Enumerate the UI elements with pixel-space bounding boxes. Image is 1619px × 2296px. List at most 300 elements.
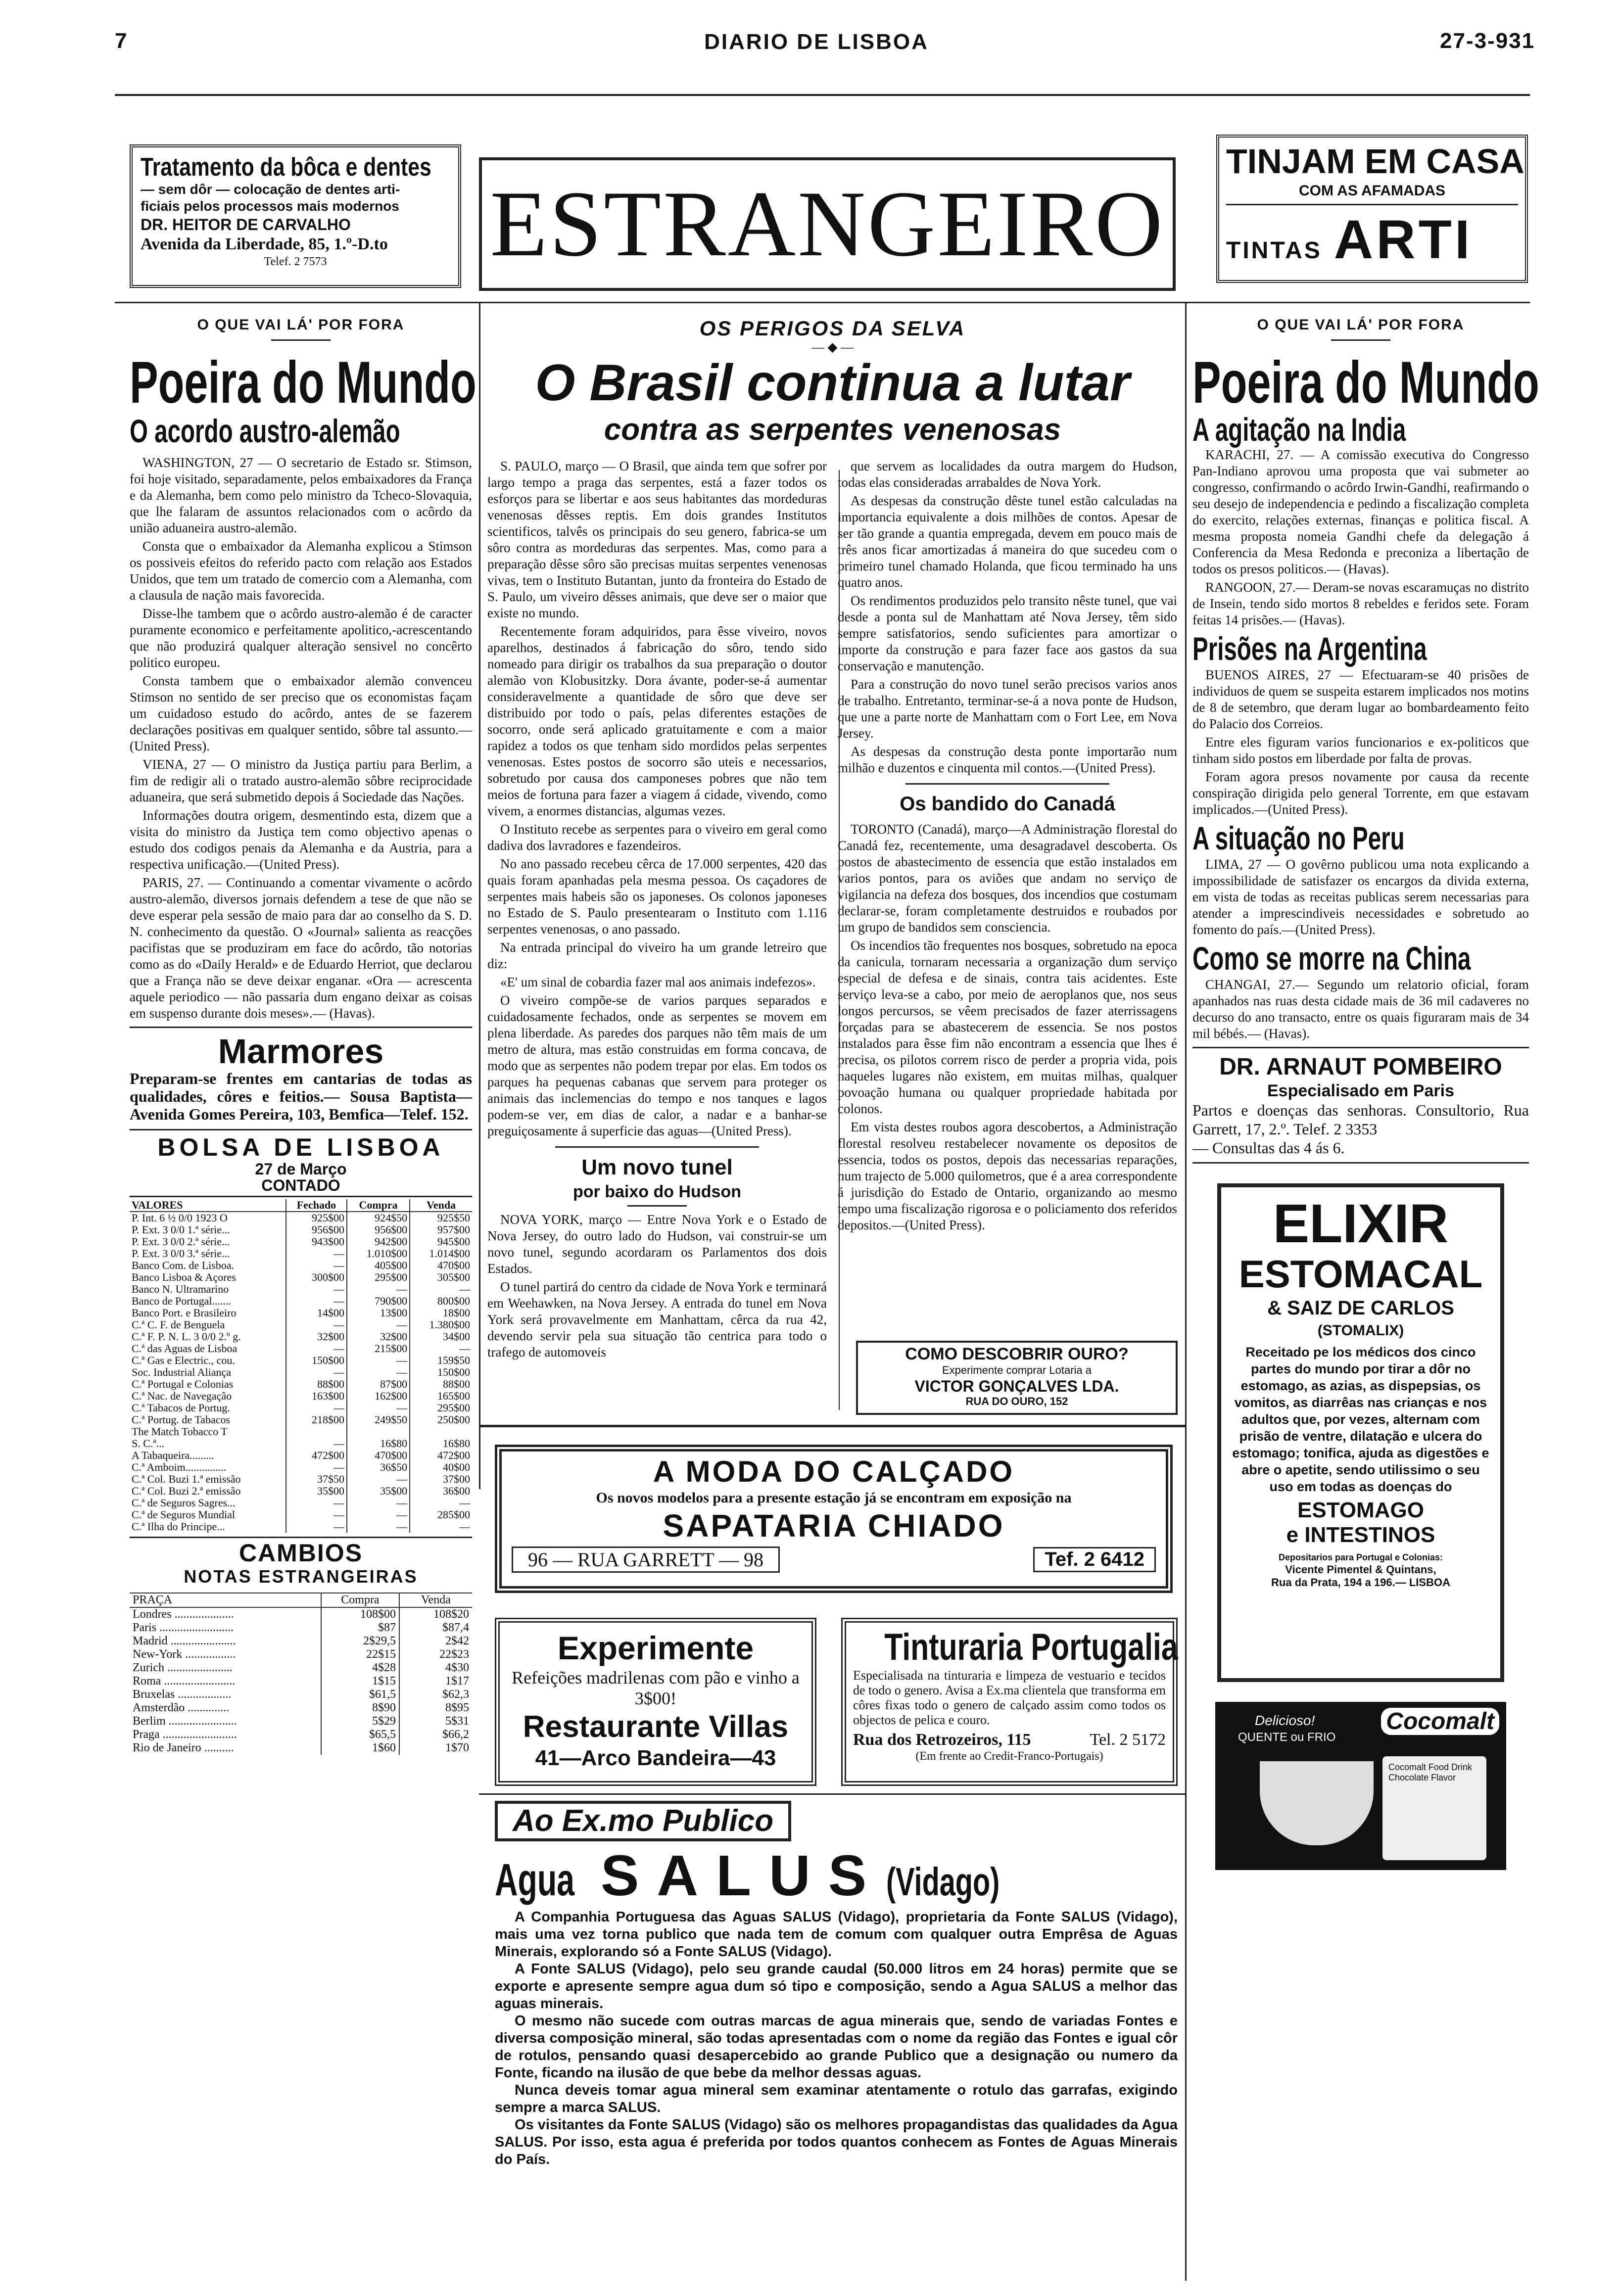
ouro-line3: VICTOR GONÇALVES LDA. bbox=[914, 1377, 1119, 1395]
article-paragraph: PARIS, 27. — Continuando a comentar vivamente o acôrdo austro-alemão, diversos jornais defendem a tese de que não se deve esperar pela sessão de maio para dar ao conselho da S. D. N. conhecimento da questão. O «Journal» salienta as reacções pacifistas que se produziram em face do acôrdo, tão notorias como as do «Daily Herald» e de Eduardo Herriot, que declarou que a França não se deve deixar enganar. «Ora — acrescenta aquele periodico — não passaria dum engano deixar as coisas em suspenso durante dois meses».— (Havas). bbox=[130, 875, 472, 1021]
column-header: Compra bbox=[321, 1593, 399, 1607]
table-cell: 14$00 bbox=[286, 1307, 347, 1319]
right-headline: Poeira do Mundo bbox=[1192, 349, 1539, 416]
table-row bbox=[130, 1450, 472, 1461]
cambios-title: CAMBIOS bbox=[238, 1539, 363, 1567]
elixir-line3: & SAIZ DE CARLOS bbox=[1267, 1297, 1454, 1319]
elixir-line1: ELIXIR bbox=[1273, 1193, 1449, 1254]
table-cell: — bbox=[286, 1319, 347, 1331]
table-row bbox=[130, 1497, 472, 1509]
table-cell: Banco N. Ultramarino bbox=[132, 1283, 229, 1295]
table-cell: C.ª Ilha do Principe... bbox=[132, 1520, 225, 1533]
table-cell: 250$00 bbox=[410, 1414, 472, 1426]
article-paragraph: NOVA YORK, março — Entre Nova York e o Estado de Nova Jersey, do outro lado do Hudson, vai construir-se um novo tunel, segundo acordaram os Parlamentos dos dois Estados. bbox=[487, 1212, 827, 1276]
table-cell: 8$90 bbox=[321, 1701, 399, 1715]
table-cell: C.ª das Aguas de Lisboa bbox=[132, 1342, 238, 1355]
table-row bbox=[130, 1426, 472, 1438]
table-cell: 470$00 bbox=[410, 1260, 472, 1271]
page-number: 7 bbox=[115, 29, 127, 53]
table-cell: — bbox=[286, 1497, 347, 1509]
table-row bbox=[130, 1621, 472, 1635]
ad-tintas-line3a: TINTAS bbox=[1226, 237, 1322, 264]
table-cell: 285$00 bbox=[410, 1509, 472, 1521]
table-cell: S. C.ª... bbox=[132, 1437, 164, 1450]
table-cell: 35$00 bbox=[286, 1485, 347, 1497]
elixir-line5: ESTOMAGO bbox=[1297, 1498, 1424, 1522]
salus-vidago: (Vidago) bbox=[886, 1860, 1000, 1904]
table-cell: C.ª Nac. de Navegação bbox=[132, 1390, 232, 1402]
villas-line2: Refeições madrilenas com pão e vinho a 3$00! bbox=[512, 1668, 800, 1708]
table-cell: 165$00 bbox=[410, 1390, 472, 1402]
tunel-title: Um novo tunel bbox=[581, 1155, 733, 1179]
table-cell: 16$80 bbox=[410, 1438, 472, 1450]
argentina-title: Prisões na Argentina bbox=[1192, 630, 1427, 667]
table-cell: 956$00 bbox=[347, 1224, 410, 1236]
table-row bbox=[130, 1414, 472, 1426]
table-cell: 472$00 bbox=[410, 1450, 472, 1461]
table-cell: C.ª Col. Buzi 1.ª emissão bbox=[132, 1473, 241, 1485]
table-cell: Banco Com. de Lisboa. bbox=[132, 1259, 235, 1271]
table-cell: 18$00 bbox=[410, 1307, 472, 1319]
table-cell: 1$15 bbox=[321, 1675, 399, 1688]
cocomalt-can-icon bbox=[1382, 1756, 1486, 1860]
section-title-box bbox=[479, 157, 1176, 291]
table-cell: A Tabaqueira......... bbox=[132, 1449, 214, 1461]
table-cell: — bbox=[347, 1509, 410, 1521]
table-cell: 22$23 bbox=[399, 1648, 472, 1661]
ad-ouro bbox=[856, 1341, 1178, 1415]
table-cell: — bbox=[410, 1521, 472, 1533]
elixir-foot3: Rua da Prata, 194 a 196.— LISBOA bbox=[1271, 1576, 1450, 1589]
ad-salus bbox=[495, 1801, 1178, 2168]
column-header: VALORES bbox=[130, 1199, 286, 1212]
cambios-table bbox=[130, 1593, 472, 1755]
table-cell: Berlim ....................... bbox=[133, 1715, 237, 1728]
table-cell: — bbox=[286, 1248, 347, 1260]
table-row bbox=[130, 1521, 472, 1533]
table-cell: — bbox=[286, 1509, 347, 1521]
column-header: Compra bbox=[347, 1199, 410, 1212]
elixir-line6: e INTESTINOS bbox=[1286, 1523, 1435, 1547]
table-cell: $66,2 bbox=[399, 1728, 472, 1741]
table-cell: 472$00 bbox=[286, 1450, 347, 1461]
table-cell: 37$50 bbox=[286, 1473, 347, 1485]
article-paragraph: As despesas da construção dêste tunel estão calculadas na importancia equivalente a dois milhões de contos. Apesar de ser tão grande a quantia empregada, devem em pouco mais de três anos ficar amortizadas á maneira do que sucedeu com o primeiro tunel chamado Holanda, que ficou terminado ha uns quatro anos. bbox=[838, 493, 1177, 590]
table-row bbox=[130, 1648, 472, 1661]
table-cell: — bbox=[286, 1343, 347, 1355]
table-cell: 150$00 bbox=[410, 1366, 472, 1378]
india-article bbox=[1192, 447, 1529, 628]
table-cell: Londres .................... bbox=[133, 1608, 234, 1621]
table-cell: 34$00 bbox=[410, 1331, 472, 1343]
article-paragraph: Na entrada principal do viveiro ha um grande letreiro que diz: bbox=[487, 940, 827, 971]
article-paragraph: Disse-lhe tambem que o acôrdo austro-alemão é de caracter puramente economico e perfeitamente apolitico,-acrescentando que não produzirá qualquer alteração sensivel no concêrto politico europeu. bbox=[130, 606, 472, 670]
table-cell: 1.380$00 bbox=[410, 1319, 472, 1331]
calcado-line2: Os novos modelos para a presente estação já se encontram em exposição na bbox=[596, 1490, 1072, 1506]
cocomalt-brand: Cocomalt bbox=[1381, 1708, 1499, 1735]
pombeiro-name: DR. ARNAUT POMBEIRO bbox=[1219, 1054, 1502, 1080]
table-header-row bbox=[130, 1593, 472, 1607]
table-cell: 790$00 bbox=[347, 1295, 410, 1307]
marmores-title: Marmores bbox=[218, 1032, 384, 1071]
bolsa-title: BOLSA DE LISBOA bbox=[157, 1133, 444, 1161]
article-paragraph: S. PAULO, março — O Brasil, que ainda tem que sofrer por largo tempo a praga das serpentes, está a fazer todos os esforços para se libertar e aos seus habitantes das mordeduras venenosas dêsses reptis. Em dois grandes Institutos scientificos, talvês os principais do seu genero, fabrica-se um sôro contra as mordeduras das serpentes. Mas, como para a preparação dêsse sôro são precisas muitas serpentes venenosas vivas, tem o Instituto Butantan, junto da fronteira do Estado de S. Paulo, um viveiro dêsses animais, que deve ser o maior que existe no mundo. bbox=[487, 459, 827, 620]
table-cell: 35$00 bbox=[347, 1485, 410, 1497]
table-cell: P. Int. 6 ½ 0/0 1923 O bbox=[132, 1212, 228, 1224]
salus-line1: Ao Ex.mo Publico bbox=[495, 1801, 791, 1841]
center-article: OS PERIGOS DA SELVA — ◆ — O Brasil continua a lutar contra as serpentes venenosas S. PAULO, março — O Brasil, que ainda tem que sofrer por largo tempo a praga das serpentes, está a fazer todos os esforços para se libertar e aos seus habitantes das mordeduras venenosas dêsses reptis. Em dois grandes Institutos scientificos, talvês os principais do seu genero, fabrica-se um sôro contra as mordeduras das serpentes. Mas, como para a preparação dêsse sôro são precisas muitas serpentes venenosas vivas, tem o Instituto Butantan, junto da fronteira do Estado de S. Paulo, um viveiro dêsses animais, que deve ser o maior que existe no mundo. Recentemente foram adquiridos, para êsse viveiro, novos aparelhos, destinados á fabricação do sôro, tendo sido nomeado para dirigir os trabalhos da sua preparação o doutor alemão von Klobusitzky. Dora ávante, poder-se-á aumentar consideravelmente a quantidade de sôro que deve ser distribuido por todo o país, pelas diferentes estações de socorro, onde será aplicado gratuitamente e com a maior rapidez a todos os que tenham sido mordidos pelas serpentes venenosas. Estes postos de socorro são uteis e necessarios, sobretudo por causa dos camponeses pobres que não tem meios de fortuna para fazer a viagem á cidade, vivendo, como vivem, a enormes distancias, algumas vezes. O Instituto recebe as serpentes para o viveiro em geral como dadiva dos lavradores e fazendeiros. No ano passado recebeu cêrca de 17.000 serpentes, 420 das quais foram apanhadas pela mesma pessoa. Os caçadores de serpentes mais habeis são os japoneses. Os colonos japoneses no Estado de S. Paulo presentearam o Instituto com 1.116 serpentes venenosas, o ano passado. Na entrada principal do viveiro ha um grande letreiro que diz: «E' um sinal de cobardia fazer mal aos animais indefezos». O viveiro compõe-se de varios parques separados e cuidadosamente fechados, onde as serpentes se movem em plena liberdade. As paredes dos parques não têm mais de um metro de altura, mas estão construidas em forma concava, de modo que as serpentes não podem trepar por elas. Em todos os parques ha pequenas cabanas que servem para proteger os animais das inclemencias do tempo e nos tanques e lagos podem-se ver, em dias de calor, a nadar e a banhar-se preguiçosamente á superficie das aguas—(United Press). Um novo tunel por baixo do Hudson NOVA YORK, março — Entre Nova York e o Estado de Nova Jersey, do outro lado do Hudson, vai construir-se um novo tunel, segundo acordaram os Parlamentos dos dois Estados. O tunel partirá do centro da cidade de Nova York e terminará em Weehawken, na Nova Jersey. A entrada do tunel em Nova York será provavelmente em Manhattam, cêrca da rua 42, devendo servir pela sua situação tão centrica para todo o trafego de automoveis que servem as localidades da outra margem do Hudson, todas elas consideradas arrabaldes de Nova York. As despesas da construção dêste tunel estão calculadas na importancia equivalente a dois milhões de contos. Apesar de ser tão grande a quantia empregada, devem em pouco mais de três anos ficar amortizadas á maneira do que sucedeu com o primeiro tunel chamado Holanda, que ficou terminado ha uns quatro anos. Os rendimentos produzidos pelo transito nêste tunel, que vai desde a ponta sul de Manhattam até Nova Jersey, têm sido sempre satisfatorios, sendo suficientes para amortizar o importe da construção e para fazer face aos gastos da sua conservação e manutenção. Para a construção do novo tunel serão precisos varios anos de trabalho. Entretanto, terminar-se-á a nova ponte de Hudson, que une a parte norte de Manhattam com o Fort Lee, em Nova Jersey. As despesas da construção desta ponte importarão num milhão e duzentos e cinquenta mil contos.—(United Press). Os bandido do Canadá TORONTO (Canadá), março—A Administração florestal do Canadá fez, recentemente, uma desagradavel descoberta. Os postos de abastecimento de essencia que estão instalados em varios pontos, para os aviões que andam no serviço de vigilancia na defeza dos bosques, dos incendios que costumam declarar-se, foram completamente destruidos e roubados por um grupo de bandidos sem consciencia. Os incendios tão frequentes nos bosques, sobretudo na epoca da canicula, tornaram necessaria a organização dum serviço especial de defesa e de sinais, contra tais acidentes. Este serviço leva-se a cabo, por meio de aeroplanos que, nos seus longos percursos, se vêem precisados de fazer aterrissagens forçadas para se abastecerem de essencia. Se nos postos instalados para êsse fim não encontram a essencia que lhes é precisa, os pilotos correm risco de perder a propria vida, pois naqueles lugares não existem, em muitas milhas, qualquer povoação humana ou qualquer propriedade habitada por colonos. Em vista destes roubos agora descobertos, a Administração florestal resolveu restabelecer novamente os depositos de essencia, todos os postos, depois das necessarias reparações, num trajecto de 5.000 quilometros, que é a area correspondente á jurisdição do Estado de Ontario, organizando ao mesmo tempo uma fiscalização rigorosa e o policiamento dos referidos depositos.—(United Press). bbox=[487, 317, 1177, 1359]
table-cell: 1$60 bbox=[321, 1741, 399, 1755]
india-title: A agitação na India bbox=[1192, 411, 1406, 448]
table-row bbox=[130, 1343, 472, 1355]
table-cell: P. Ext. 3 0/0 2.ª série... bbox=[132, 1235, 230, 1248]
table-row bbox=[130, 1461, 472, 1473]
ouro-line1: COMO DESCOBRIR OURO? bbox=[905, 1345, 1129, 1363]
table-row bbox=[130, 1402, 472, 1414]
ad-elixir bbox=[1217, 1183, 1504, 1682]
table-cell: — bbox=[347, 1355, 410, 1366]
table-cell: 32$00 bbox=[347, 1331, 410, 1343]
ad-tintas bbox=[1216, 135, 1528, 283]
ad-dentist-line6: Telef. 2 7573 bbox=[264, 255, 327, 268]
ad-tintas-line1: TINJAM EM CASA bbox=[1226, 142, 1524, 181]
table-cell: 5$29 bbox=[321, 1715, 399, 1728]
table-cell: 32$00 bbox=[286, 1331, 347, 1343]
article-paragraph: As despesas da construção desta ponte importarão num milhão e duzentos e cinquenta mil contos.—(United Press). bbox=[838, 744, 1177, 775]
cocomalt-cup-icon bbox=[1260, 1761, 1374, 1845]
article-paragraph: CHANGAI, 27.— Segundo um relatorio oficial, foram apanhados nas ruas desta cidade mais de 36 mil cadaveres no decurso do ano transacto, entre os quais figuraram mais de 34 mil bébés.— (Havas). bbox=[1192, 977, 1529, 1041]
article-paragraph: TORONTO (Canadá), março—A Administração florestal do Canadá fez, recentemente, uma desagradavel descoberta. Os postos de abastecimento de essencia que estão instalados em varios pontos, para os aviões que andam no serviço de vigilancia na defeza dos bosques, dos incendios que costumam declarar-se, foram completamente destruidos e roubados por um grupo de bandidos sem consciencia. bbox=[838, 822, 1177, 935]
table-cell: — bbox=[286, 1283, 347, 1295]
table-cell: $62,3 bbox=[399, 1688, 472, 1701]
table-cell: 249$50 bbox=[347, 1414, 410, 1426]
table-cell: 295$00 bbox=[347, 1271, 410, 1283]
ad-dentist-line3: ficiais pelos processos mais modernos bbox=[141, 198, 399, 214]
table-cell: 150$00 bbox=[286, 1355, 347, 1366]
table-cell: 36$50 bbox=[347, 1461, 410, 1473]
cocomalt-tag1: Delicioso! bbox=[1255, 1713, 1315, 1728]
table-cell: 942$00 bbox=[347, 1236, 410, 1248]
center-subhead: contra as serpentes venenosas bbox=[604, 413, 1061, 447]
ad-tintas-line2: COM AS AFAMADAS bbox=[1298, 183, 1446, 199]
left-column bbox=[130, 317, 476, 1755]
table-cell: 305$00 bbox=[410, 1271, 472, 1283]
table-cell: $87 bbox=[321, 1621, 399, 1635]
cambios-subtitle: NOTAS ESTRANGEIRAS bbox=[184, 1566, 418, 1587]
article-paragraph: Os rendimentos produzidos pelo transito nêste tunel, que vai desde a ponta sul de Manhattam até Nova Jersey, têm sido sempre satisfatorios, sendo suficientes para amortizar o importe da construção e para fazer face aos gastos da sua conservação e manutenção. bbox=[838, 593, 1177, 673]
table-cell: 13$00 bbox=[347, 1307, 410, 1319]
pombeiro-line1: Especialisado em Paris bbox=[1267, 1081, 1454, 1100]
salus-brand: SALUS bbox=[601, 1843, 885, 1908]
table-cell: 163$00 bbox=[286, 1390, 347, 1402]
table-row bbox=[130, 1236, 472, 1248]
table-cell: — bbox=[347, 1402, 410, 1414]
table-cell: C.ª Amboim............... bbox=[132, 1461, 227, 1473]
calcado-line4: 96 — RUA GARRETT — 98 bbox=[512, 1546, 780, 1573]
table-cell: 108$20 bbox=[399, 1607, 472, 1621]
table-cell: Soc. Industrial Aliança bbox=[132, 1366, 232, 1378]
ad-tintas-line3b: ARTI bbox=[1333, 209, 1473, 270]
article-paragraph: Entre eles figuram varios funcionarios e ex-politicos que tinham sido postos em liberdade por falta de provas. bbox=[1192, 735, 1529, 766]
salus-paragraph: A Fonte SALUS (Vidago), pelo seu grande caudal (50.000 litros em 24 horas) permite que se exporte e apresente sempre agua dum só tipo e composição, sendo a Agua SALUS a melhor das aguas minerais. bbox=[495, 1961, 1178, 2012]
table-cell: Amsterdão .............. bbox=[133, 1701, 230, 1714]
table-cell: 300$00 bbox=[286, 1271, 347, 1283]
column-header: PRAÇA bbox=[130, 1593, 321, 1607]
table-cell bbox=[347, 1426, 410, 1438]
table-cell: Roma ........................ bbox=[133, 1675, 236, 1687]
article-paragraph: Recentemente foram adquiridos, para êsse viveiro, novos aparelhos, destinados á fabricação do sôro, tendo sido nomeado para dirigir os trabalhos da sua preparação o doutor alemão von Klobusitzky. Dora ávante, poder-se-á aumentar consideravelmente a quantidade de sôro que deve ser distribuido por todo o país, pelas diferentes estações de socorro, onde será aplicado gratuitamente e com a maior rapidez a todos os que tenham sido mordidos pelas serpentes venenosas. Estes postos de socorro são uteis e necessarios, sobretudo por causa dos camponeses pobres que não tem meios de fortuna para fazer a viagem á cidade, vivendo, como vivem, a enormes distancias, algumas vezes. bbox=[487, 624, 827, 818]
table-row bbox=[130, 1378, 472, 1390]
table-cell: 108$00 bbox=[321, 1607, 399, 1621]
table-cell: 4$30 bbox=[399, 1661, 472, 1675]
table-cell: C.ª F. P. N. L. 3 0/0 2.º g. bbox=[132, 1330, 241, 1343]
table-row bbox=[130, 1295, 472, 1307]
table-row bbox=[130, 1366, 472, 1378]
elixir-foot2: Vicente Pimentel & Quintans, bbox=[1285, 1563, 1436, 1576]
table-cell: C.ª Gas e Electric., cou. bbox=[132, 1354, 235, 1366]
right-column bbox=[1192, 317, 1539, 1870]
ad-cocomalt bbox=[1215, 1702, 1506, 1870]
ad-villas bbox=[495, 1618, 816, 1786]
tinturaria-line1: Tinturaria Portugalia bbox=[884, 1626, 1178, 1668]
table-row bbox=[130, 1271, 472, 1283]
table-cell: $65,5 bbox=[321, 1728, 399, 1741]
table-cell: C.ª Tabacos de Portug. bbox=[132, 1402, 231, 1414]
calcado-line5: Tef. 2 6412 bbox=[1033, 1547, 1156, 1572]
table-cell: 88$00 bbox=[286, 1378, 347, 1390]
article-paragraph: Em vista destes roubos agora descobertos, a Administração florestal resolveu restabelecer novamente os depositos de essencia, todos os postos, depois das necessarias reparações, num trajecto de 5.000 quilometros, que é a area correspondente á jurisdição do Estado de Ontario, organizando ao mesmo tempo uma fiscalização rigorosa e o policiamento dos referidos depositos.—(United Press). bbox=[838, 1120, 1177, 1232]
section-title: ESTRANGEIRO bbox=[490, 172, 1165, 276]
salus-paragraph: O mesmo não sucede com outras marcas de agua minerais que, sendo de variadas Fontes e diversa composição mineral, são todas apresentadas com o nome da região das Fontes e igual côr de rotulos, pensando quasi desapercebido ao grande Publico que a designação ou numero da Fonte, ficando na ilusão de que bebe da melhor dessas aguas. bbox=[495, 2013, 1178, 2081]
table-cell: — bbox=[347, 1521, 410, 1533]
table-cell: 956$00 bbox=[286, 1224, 347, 1236]
marmores-text: Preparam-se frentes em cantarias de todas as qualidades, côres e feitios.— Sousa Baptista— Avenida Gomes Pereira, 103, Bemfica—Telef. 152. bbox=[130, 1070, 472, 1123]
table-cell bbox=[410, 1426, 472, 1438]
table-cell: — bbox=[347, 1473, 410, 1485]
table-cell: $87,4 bbox=[399, 1621, 472, 1635]
article-paragraph: que servem as localidades da outra margem do Hudson, todas elas consideradas arrabaldes de Nova York. bbox=[838, 459, 1177, 490]
table-cell: 405$00 bbox=[347, 1260, 410, 1271]
table-cell: 957$00 bbox=[410, 1224, 472, 1236]
tinturaria-tel: Tel. 2 5172 bbox=[1090, 1731, 1166, 1749]
ouro-line2: Experimente comprar Lotaria a bbox=[942, 1364, 1092, 1376]
pombeiro-line2: Partos e doenças das senhoras. Consultorio, Rua Garrett, 17, 2.º. Telef. 2 3353 bbox=[1192, 1101, 1529, 1138]
ad-tinturaria bbox=[841, 1618, 1178, 1786]
table-cell: Banco Port. e Brasileiro bbox=[132, 1307, 237, 1319]
tinturaria-note: (Em frente ao Credit-Franco-Portugais) bbox=[915, 1750, 1103, 1763]
cocomalt-note: Cocomalt Food Drink Chocolate Flavor bbox=[1388, 1762, 1473, 1782]
article-paragraph: LIMA, 27 — O govêrno publicou uma nota explicando a impossibilidade de satisfazer os encargos da divida externa, em vista de todas as receitas publicas serem necessarias para atender a imprescindiveis necessidades e sobretudo ao fomento do país.—(United Press). bbox=[1192, 857, 1529, 937]
table-row bbox=[130, 1728, 472, 1741]
elixir-line2: ESTOMACAL bbox=[1238, 1252, 1483, 1296]
salus-paragraph: Nunca deveis tomar agua mineral sem examinar atentamente o rotulo das garrafas, exigindo sempre a marca SALUS. bbox=[495, 2082, 1178, 2115]
table-cell: Praga ......................... bbox=[133, 1728, 237, 1741]
cocomalt-tag2: QUENTE ou FRIO bbox=[1238, 1731, 1336, 1744]
table-cell: C.ª Portug. de Tabacos bbox=[132, 1413, 231, 1426]
ad-dentist-line2: — sem dôr — colocação de dentes arti- bbox=[141, 182, 400, 197]
table-cell: P. Ext. 3 0/0 1.ª série... bbox=[132, 1223, 230, 1236]
tinturaria-addr: Rua dos Retrozeiros, 115 bbox=[853, 1731, 1031, 1749]
article-paragraph: Consta tambem que o embaixador alemão convenceu Stimson no sentido de ser preciso que os economistas façam um cuidadoso estudo do acôrdo, antes de se fazerem declarações positivas em qualquer sentido, sôbre tal assunto.—(United Press). bbox=[130, 673, 472, 753]
table-cell: — bbox=[286, 1402, 347, 1414]
salus-paragraph: A Companhia Portuguesa das Aguas SALUS (Vidago), proprietaria da Fonte SALUS (Vidago), mais uma vez torna publico que nada tem de comum com qualquer outra Emprêsa de Aguas Minerais, explorando só a Fonte SALUS (Vidago). bbox=[495, 1909, 1178, 1960]
table-cell: 5$31 bbox=[399, 1715, 472, 1728]
table-row bbox=[130, 1260, 472, 1271]
table-cell: 925$50 bbox=[410, 1212, 472, 1224]
table-row bbox=[130, 1715, 472, 1728]
table-cell: Bruxelas .................. bbox=[133, 1688, 232, 1701]
table-cell: 943$00 bbox=[286, 1236, 347, 1248]
center-col2 bbox=[838, 458, 1177, 776]
table-cell: 36$00 bbox=[410, 1485, 472, 1497]
ouro-line4: RUA DO OURO, 152 bbox=[965, 1395, 1068, 1407]
tunel-article bbox=[487, 1212, 827, 1360]
table-cell: 470$00 bbox=[347, 1450, 410, 1461]
table-row bbox=[130, 1224, 472, 1236]
table-cell: 8$95 bbox=[399, 1701, 472, 1715]
issue-date: 27-3-931 bbox=[1440, 29, 1535, 53]
table-cell: — bbox=[410, 1497, 472, 1509]
peru-article bbox=[1192, 856, 1529, 938]
ad-dentist bbox=[130, 144, 461, 288]
table-row bbox=[130, 1438, 472, 1450]
table-cell: 924$50 bbox=[347, 1212, 410, 1224]
table-cell: C.ª de Seguros Sagres... bbox=[132, 1497, 236, 1509]
article-paragraph: BUENOS AIRES, 27 — Efectuaram-se 40 prisões de individuos de quem se suspeita estarem implicados nos motins de 8 de setembro, que deram lugar ao bombardeamento feito do Palacio dos Correios. bbox=[1192, 667, 1529, 731]
center-kicker: OS PERIGOS DA SELVA bbox=[699, 317, 966, 340]
elixir-line4: (STOMALIX) bbox=[1317, 1322, 1404, 1339]
table-cell: P. Ext. 3 0/0 3.ª série... bbox=[132, 1247, 230, 1260]
article-paragraph: Para a construção do novo tunel serão precisos varios anos de trabalho. Entretanto, terminar-se-á a nova ponte de Hudson, que une a parte norte de Manhattam com o Fort Lee, em Nova Jersey. bbox=[838, 677, 1177, 741]
table-cell: Banco de Portugal....... bbox=[132, 1295, 232, 1307]
column-header: Fechado bbox=[286, 1199, 347, 1212]
left-headline: Poeira do Mundo bbox=[130, 349, 476, 416]
villas-line4: 41—Arco Bandeira—43 bbox=[535, 1746, 776, 1770]
canada-title: Os bandido do Canadá bbox=[900, 793, 1115, 815]
table-cell: — bbox=[347, 1366, 410, 1378]
center-headline: O Brasil continua a lutar bbox=[535, 354, 1130, 412]
article-paragraph: Consta que o embaixador da Alemanha explicou a Stimson os possiveis efeitos do referido pacto com relação aos Estados Unidos, que tem um tratado de comercio com a Alemanha, com a clausula de nação mais favorecida. bbox=[130, 539, 472, 603]
center-col1 bbox=[487, 458, 827, 1139]
table-cell: — bbox=[347, 1319, 410, 1331]
table-cell: C.ª Col. Buzi 2.ª emissão bbox=[132, 1485, 241, 1497]
table-row bbox=[130, 1741, 472, 1755]
table-cell bbox=[286, 1426, 347, 1438]
table-cell: New-York ................. bbox=[133, 1648, 236, 1661]
table-cell: Paris ......................... bbox=[133, 1621, 234, 1634]
table-row bbox=[130, 1675, 472, 1688]
tunel-sub: por baixo do Hudson bbox=[573, 1182, 741, 1201]
article-paragraph: WASHINGTON, 27 — O secretario de Estado sr. Stimson, foi hoje visitado, separadamente, pelos embaixadores da França e da Alemanha, bem como pelo ministro da Tcheco-Slovaquia, que lhe falaram de assuntos relacionados com o acôrdo da união aduaneira austro-alemão. bbox=[130, 455, 472, 535]
table-cell: — bbox=[286, 1260, 347, 1271]
salus-text bbox=[495, 1909, 1178, 2168]
canada-article bbox=[838, 821, 1177, 1233]
left-article bbox=[130, 455, 472, 1022]
table-cell: Zurich ...................... bbox=[133, 1661, 233, 1674]
column-header: Venda bbox=[399, 1593, 472, 1607]
article-paragraph: Os incendios tão frequentes nos bosques, sobretudo na epoca da canicula, tornaram necessaria a organização dum serviço especial de defesa e de sinais, contra tais acidentes. Este serviço leva-se a cabo, por meio de aeroplanos que, nos seus longos percursos, se vêem precisados de fazer aterrissagens forçadas para se abastecerem de essencia. Se nos postos instalados para êsse fim não encontram a essencia que lhes é precisa, os pilotos correm risco de perder a propria vida, pois naqueles lugares não existem, em muitas milhas, qualquer povoação humana ou qualquer propriedade habitada por colonos. bbox=[838, 938, 1177, 1116]
ad-dentist-line4: DR. HEITOR DE CARVALHO bbox=[141, 216, 351, 234]
villas-line3: Restaurante Villas bbox=[523, 1710, 789, 1744]
table-cell: 1$70 bbox=[399, 1741, 472, 1755]
table-cell: — bbox=[286, 1521, 347, 1533]
table-cell: 4$28 bbox=[321, 1661, 399, 1675]
article-paragraph: No ano passado recebeu cêrca de 17.000 serpentes, 420 das quais foram apanhadas pela mesma pessoa. Os caçadores de serpentes mais habeis são os japoneses. Os colonos japoneses no Estado de S. Paulo presentearam o Instituto com 1.116 serpentes venenosas, o ano passado. bbox=[487, 856, 827, 937]
table-row bbox=[130, 1473, 472, 1485]
article-paragraph: Informações doutra origem, desmentindo esta, dizem que a visita do ministro da Justiça tem como objectivo apenas o estudo dos codigos penais da Alemanha e da Austria, para a respectiva unificação.—(United Press). bbox=[130, 808, 472, 872]
table-cell: 162$00 bbox=[347, 1390, 410, 1402]
table-cell: — bbox=[347, 1283, 410, 1295]
argentina-article bbox=[1192, 667, 1529, 818]
table-cell: 1.010$00 bbox=[347, 1248, 410, 1260]
table-row bbox=[130, 1661, 472, 1675]
table-cell: — bbox=[347, 1497, 410, 1509]
table-header-row bbox=[130, 1199, 472, 1212]
table-cell: C.ª Portugal e Colonias bbox=[132, 1378, 234, 1390]
table-cell: The Match Tobacco T bbox=[132, 1425, 228, 1438]
salus-agua: Agua bbox=[495, 1855, 574, 1905]
china-title: Como se morre na China bbox=[1192, 940, 1471, 977]
villas-line1: Experimente bbox=[557, 1630, 754, 1666]
table-row bbox=[130, 1701, 472, 1715]
article-paragraph: «E' um sinal de cobardia fazer mal aos animais indefezos». bbox=[500, 975, 816, 989]
article-paragraph: VIENA, 27 — O ministro da Justiça partiu para Berlim, a fim de redigir ali o tratado austro-alemão sôbre reciprocidade aduaneira, que será submetido depois á Sociedade das Nações. bbox=[130, 757, 472, 804]
article-paragraph: O tunel partirá do centro da cidade de Nova York e terminará em Weehawken, na Nova Jersey. A entrada do tunel em Nova York será provavelmente em Manhattam, cêrca da rua 42, devendo servir pela sua situação tão centrica para todo o trafego de automoveis bbox=[487, 1279, 827, 1359]
table-row bbox=[130, 1688, 472, 1701]
article-paragraph: RANGOON, 27.— Deram-se novas escaramuças no distrito de Insein, tendo sido mortos 8 rebeldes e feridos sete. Foram feitas 14 prisões.— (Havas). bbox=[1192, 580, 1529, 627]
table-cell: — bbox=[286, 1366, 347, 1378]
table-cell: $61,5 bbox=[321, 1688, 399, 1701]
china-article bbox=[1192, 977, 1529, 1042]
table-cell: 2$42 bbox=[399, 1635, 472, 1648]
table-cell: Madrid ...................... bbox=[133, 1635, 236, 1647]
article-paragraph: Foram agora presos novamente por causa da recente conspiração dirigida pelo general Torrente, em que estavam implicados.—(United Press). bbox=[1192, 769, 1529, 817]
table-cell: Rio de Janeiro .......... bbox=[133, 1741, 234, 1754]
table-cell: — bbox=[286, 1438, 347, 1450]
table-cell: 2$29,5 bbox=[321, 1635, 399, 1648]
bolsa-date: 27 de Março bbox=[255, 1160, 347, 1178]
table-cell: 1.014$00 bbox=[410, 1248, 472, 1260]
table-row bbox=[130, 1509, 472, 1521]
table-cell: 159$50 bbox=[410, 1355, 472, 1366]
salus-paragraph: Os visitantes da Fonte SALUS (Vidago) são os melhores propagandistas das qualidades da Agua SALUS. Por isso, esta agua é preferida por todos quantos conhecem as Fontes de Aguas Minerais do País. bbox=[495, 2117, 1178, 2167]
table-cell: 218$00 bbox=[286, 1414, 347, 1426]
right-kicker: O QUE VAI LÁ' POR FORA bbox=[1257, 317, 1465, 333]
table-cell: 945$00 bbox=[410, 1236, 472, 1248]
table-cell: 37$00 bbox=[410, 1473, 472, 1485]
table-cell: C.ª C. F. de Benguela bbox=[132, 1318, 225, 1331]
column-header: Venda bbox=[410, 1199, 472, 1212]
table-cell: 295$00 bbox=[410, 1402, 472, 1414]
table-cell: Banco Lisboa & Açores bbox=[132, 1271, 236, 1283]
table-cell: — bbox=[410, 1283, 472, 1295]
calcado-line3: SAPATARIA CHIADO bbox=[663, 1508, 1005, 1544]
ad-dentist-line5: Avenida da Liberdade, 85, 1.º-D.to bbox=[141, 235, 388, 253]
ad-calcado bbox=[495, 1445, 1173, 1593]
left-kicker: O QUE VAI LÁ' POR FORA bbox=[197, 317, 405, 333]
table-row bbox=[130, 1248, 472, 1260]
table-row bbox=[130, 1307, 472, 1319]
table-cell: 800$00 bbox=[410, 1295, 472, 1307]
table-cell: C.ª de Seguros Mundial bbox=[132, 1508, 235, 1521]
table-cell: 215$00 bbox=[347, 1343, 410, 1355]
table-row bbox=[130, 1212, 472, 1224]
pombeiro-line3: — Consultas das 4 ás 6. bbox=[1192, 1139, 1345, 1157]
table-cell: — bbox=[410, 1343, 472, 1355]
bolsa-table bbox=[130, 1199, 472, 1533]
table-row bbox=[130, 1319, 472, 1331]
bolsa-contado: CONTADO bbox=[261, 1176, 340, 1194]
